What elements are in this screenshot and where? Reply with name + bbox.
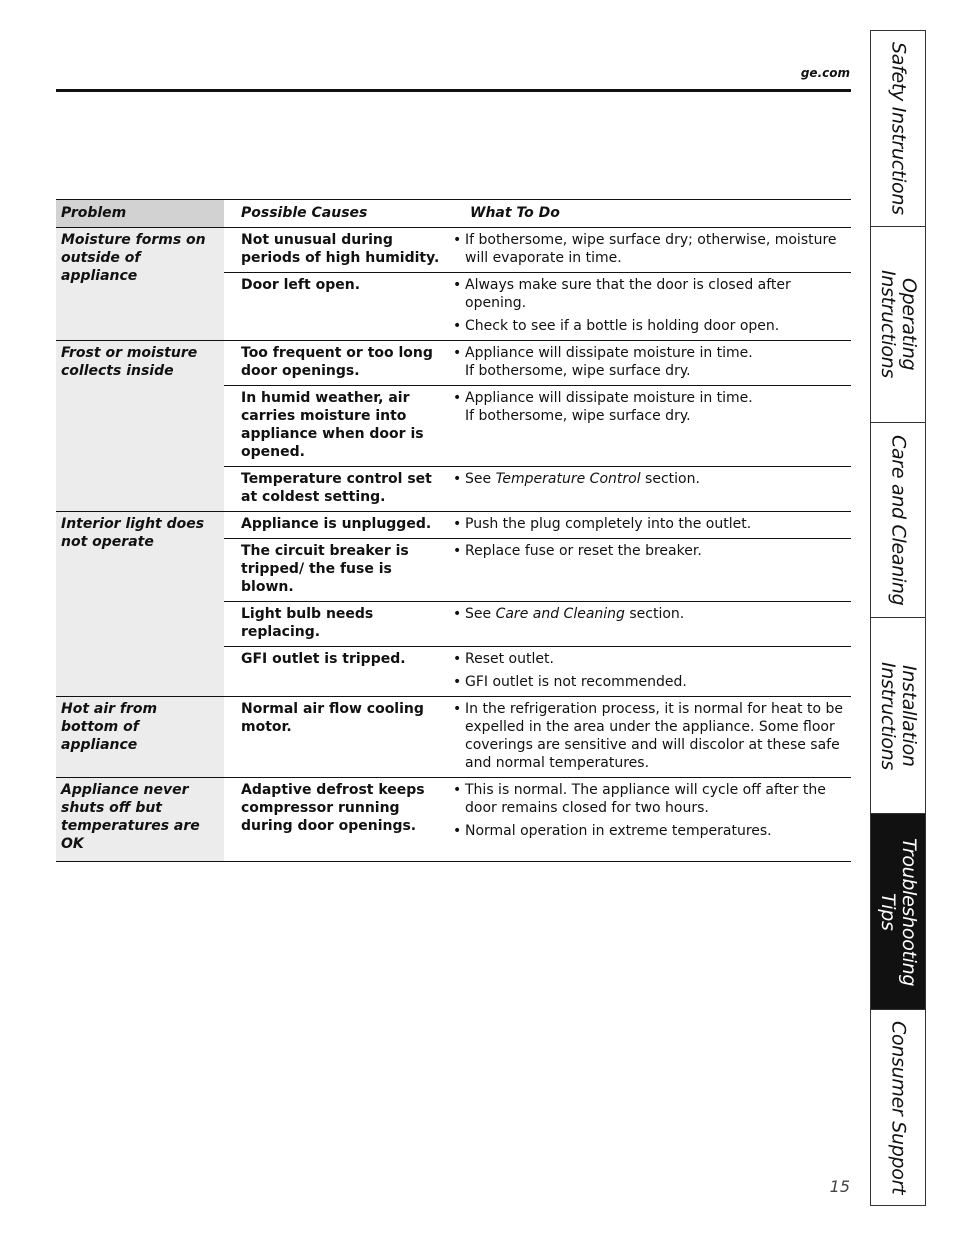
header-what-to-do: What To Do — [470, 205, 560, 221]
bullet-item — [453, 470, 851, 488]
bullet-dot: • — [453, 651, 462, 667]
problem-cell: Frost or moisture collects inside — [56, 341, 224, 511]
bullet-text — [465, 515, 851, 533]
cause-cell: Light bulb needs replacing. — [241, 606, 374, 640]
cause-rows — [224, 228, 851, 340]
what-to-do-cell — [453, 605, 851, 641]
bullet-dot: • — [453, 232, 462, 248]
what-to-do-cell — [453, 344, 851, 380]
table-row — [224, 386, 851, 467]
bullet-text-part: Appliance will dissipate moisture in time. If bothersome, wipe surface dry. — [465, 345, 753, 379]
bullet-text-part: Push the plug completely into the outlet. — [465, 516, 752, 532]
tab-label: Troubleshooting Tips — [877, 837, 920, 986]
bullet-item — [453, 389, 851, 425]
problem-group — [56, 228, 851, 341]
bullet-text — [465, 276, 851, 312]
bullet-text — [465, 700, 851, 772]
tab-label: Care and Cleaning — [887, 434, 910, 606]
bullet-text-part: Replace fuse or reset the breaker. — [465, 543, 702, 559]
cause-cell: Appliance is unplugged. — [241, 516, 432, 532]
bullet-item — [453, 542, 851, 560]
bullet-dot: • — [453, 823, 462, 839]
table-body — [56, 228, 851, 862]
bullet-text — [465, 389, 851, 425]
cause-cell: Door left open. — [241, 277, 361, 293]
bullet-dot: • — [453, 674, 462, 690]
what-to-do-cell — [453, 276, 851, 335]
what-to-do-cell — [453, 515, 851, 533]
header-rule — [56, 89, 851, 92]
bullet-text-part: In the refrigeration process, it is normal for heat to be expelled in the area under the appliance. Some floor coverings are sensitive and will discolor at these safe and normal temperatures. — [465, 701, 843, 771]
bullet-dot: • — [453, 516, 462, 532]
bullet-text-part: section. — [624, 606, 685, 622]
bullet-item — [453, 515, 851, 533]
problem-cell: Hot air from bottom of appliance — [56, 697, 224, 777]
what-to-do-cell — [453, 542, 851, 596]
bullet-dot: • — [453, 471, 462, 487]
cause-cell: Too frequent or too long door openings. — [241, 345, 433, 379]
tab-section-3[interactable] — [871, 618, 926, 814]
tab-label: Operating Instructions — [877, 270, 920, 379]
tab-label: Installation Instructions — [877, 661, 920, 770]
site-url: ge.com — [800, 66, 850, 80]
bullet-text-part: See — [465, 606, 496, 622]
section-reference: Temperature Control — [495, 471, 641, 487]
bullet-dot: • — [453, 277, 462, 293]
problem-cell: Appliance never shuts off but temperatures are OK — [56, 778, 224, 861]
what-to-do-cell — [453, 781, 851, 840]
cause-cell: The circuit breaker is tripped/ the fuse is blown. — [241, 543, 409, 595]
bullet-text — [465, 822, 851, 840]
bullet-text-part: Always make sure that the door is closed after opening. — [465, 277, 791, 311]
table-row — [224, 228, 851, 273]
what-to-do-cell — [453, 470, 851, 506]
problem-group — [56, 341, 851, 512]
bullet-dot: • — [453, 390, 462, 406]
bullet-text-part: See — [465, 471, 496, 487]
bullet-item — [453, 344, 851, 380]
bullet-dot: • — [453, 606, 462, 622]
problem-cell: Moisture forms on outside of appliance — [56, 228, 224, 340]
problem-group — [56, 778, 851, 862]
bullet-text-part: Normal operation in extreme temperatures. — [465, 823, 772, 839]
troubleshooting-table — [56, 199, 851, 862]
bullet-item — [453, 650, 851, 668]
bullet-text — [465, 605, 851, 623]
bullet-text — [465, 231, 851, 267]
bullet-text-part: GFI outlet is not recommended. — [465, 674, 687, 690]
what-to-do-cell — [453, 231, 851, 267]
table-row — [224, 697, 851, 777]
cause-cell: Normal air flow cooling motor. — [241, 701, 424, 735]
bullet-text — [465, 344, 851, 380]
cause-cell: Temperature control set at coldest setting. — [241, 471, 432, 505]
bullet-text-part: Reset outlet. — [465, 651, 554, 667]
cause-rows — [224, 512, 851, 696]
bullet-dot: • — [453, 782, 462, 798]
header-problem: Problem — [56, 200, 224, 227]
bullet-text — [465, 650, 851, 668]
what-to-do-cell — [453, 700, 851, 772]
cause-rows — [224, 697, 851, 777]
bullet-text-part: This is normal. The appliance will cycle off after the door remains closed for two hours. — [465, 782, 826, 816]
bullet-text-part: Check to see if a bottle is holding door open. — [465, 318, 780, 334]
bullet-text — [465, 542, 851, 560]
cause-cell: GFI outlet is tripped. — [241, 651, 406, 667]
tab-section-5[interactable] — [871, 1010, 926, 1205]
problem-cell: Interior light does not operate — [56, 512, 224, 696]
bullet-text-part: section. — [640, 471, 700, 487]
problem-group — [56, 512, 851, 697]
bullet-text — [465, 781, 851, 817]
cause-rows — [224, 778, 851, 861]
bullet-item — [453, 700, 851, 772]
table-row — [224, 647, 851, 696]
bullet-text — [465, 470, 851, 488]
bullet-dot: • — [453, 701, 462, 717]
bullet-item — [453, 317, 851, 335]
tab-section-2[interactable] — [871, 423, 926, 619]
header-possible-causes: Possible Causes — [241, 205, 368, 221]
table-row — [224, 602, 851, 647]
bullet-item — [453, 276, 851, 312]
section-tabs — [870, 30, 926, 1206]
bullet-item — [453, 673, 851, 691]
cause-cell: Not unusual during periods of high humidity. — [241, 232, 440, 266]
problem-group — [56, 697, 851, 778]
tab-label: Safety Instructions — [887, 42, 910, 215]
table-row — [224, 467, 851, 511]
page-number: 15 — [829, 1177, 850, 1196]
table-row — [224, 539, 851, 602]
bullet-item — [453, 231, 851, 267]
table-row — [224, 512, 851, 539]
section-reference: Care and Cleaning — [495, 606, 625, 622]
cause-cell: In humid weather, air carries moisture into appliance when door is opened. — [241, 390, 424, 460]
bullet-dot: • — [453, 318, 462, 334]
bullet-text-part: If bothersome, wipe surface dry; otherwise, moisture will evaporate in time. — [465, 232, 837, 266]
cause-cell: Adaptive defrost keeps compressor running during door openings. — [241, 782, 425, 834]
tab-label: Consumer Support — [887, 1020, 910, 1195]
bullet-item — [453, 822, 851, 840]
bullet-text-part: Appliance will dissipate moisture in time. If bothersome, wipe surface dry. — [465, 390, 753, 424]
table-row — [224, 341, 851, 386]
cause-rows — [224, 341, 851, 511]
bullet-item — [453, 781, 851, 817]
table-row — [224, 778, 851, 845]
what-to-do-cell — [453, 389, 851, 461]
bullet-dot: • — [453, 543, 462, 559]
tab-section-1[interactable] — [871, 227, 926, 423]
tab-section-0[interactable] — [871, 31, 926, 227]
bullet-dot: • — [453, 345, 462, 361]
bullet-text — [465, 317, 851, 335]
what-to-do-cell — [453, 650, 851, 691]
tab-section-4[interactable] — [871, 814, 926, 1010]
bullet-item — [453, 605, 851, 623]
table-row — [224, 273, 851, 340]
bullet-text — [465, 673, 851, 691]
table-header — [56, 199, 851, 228]
